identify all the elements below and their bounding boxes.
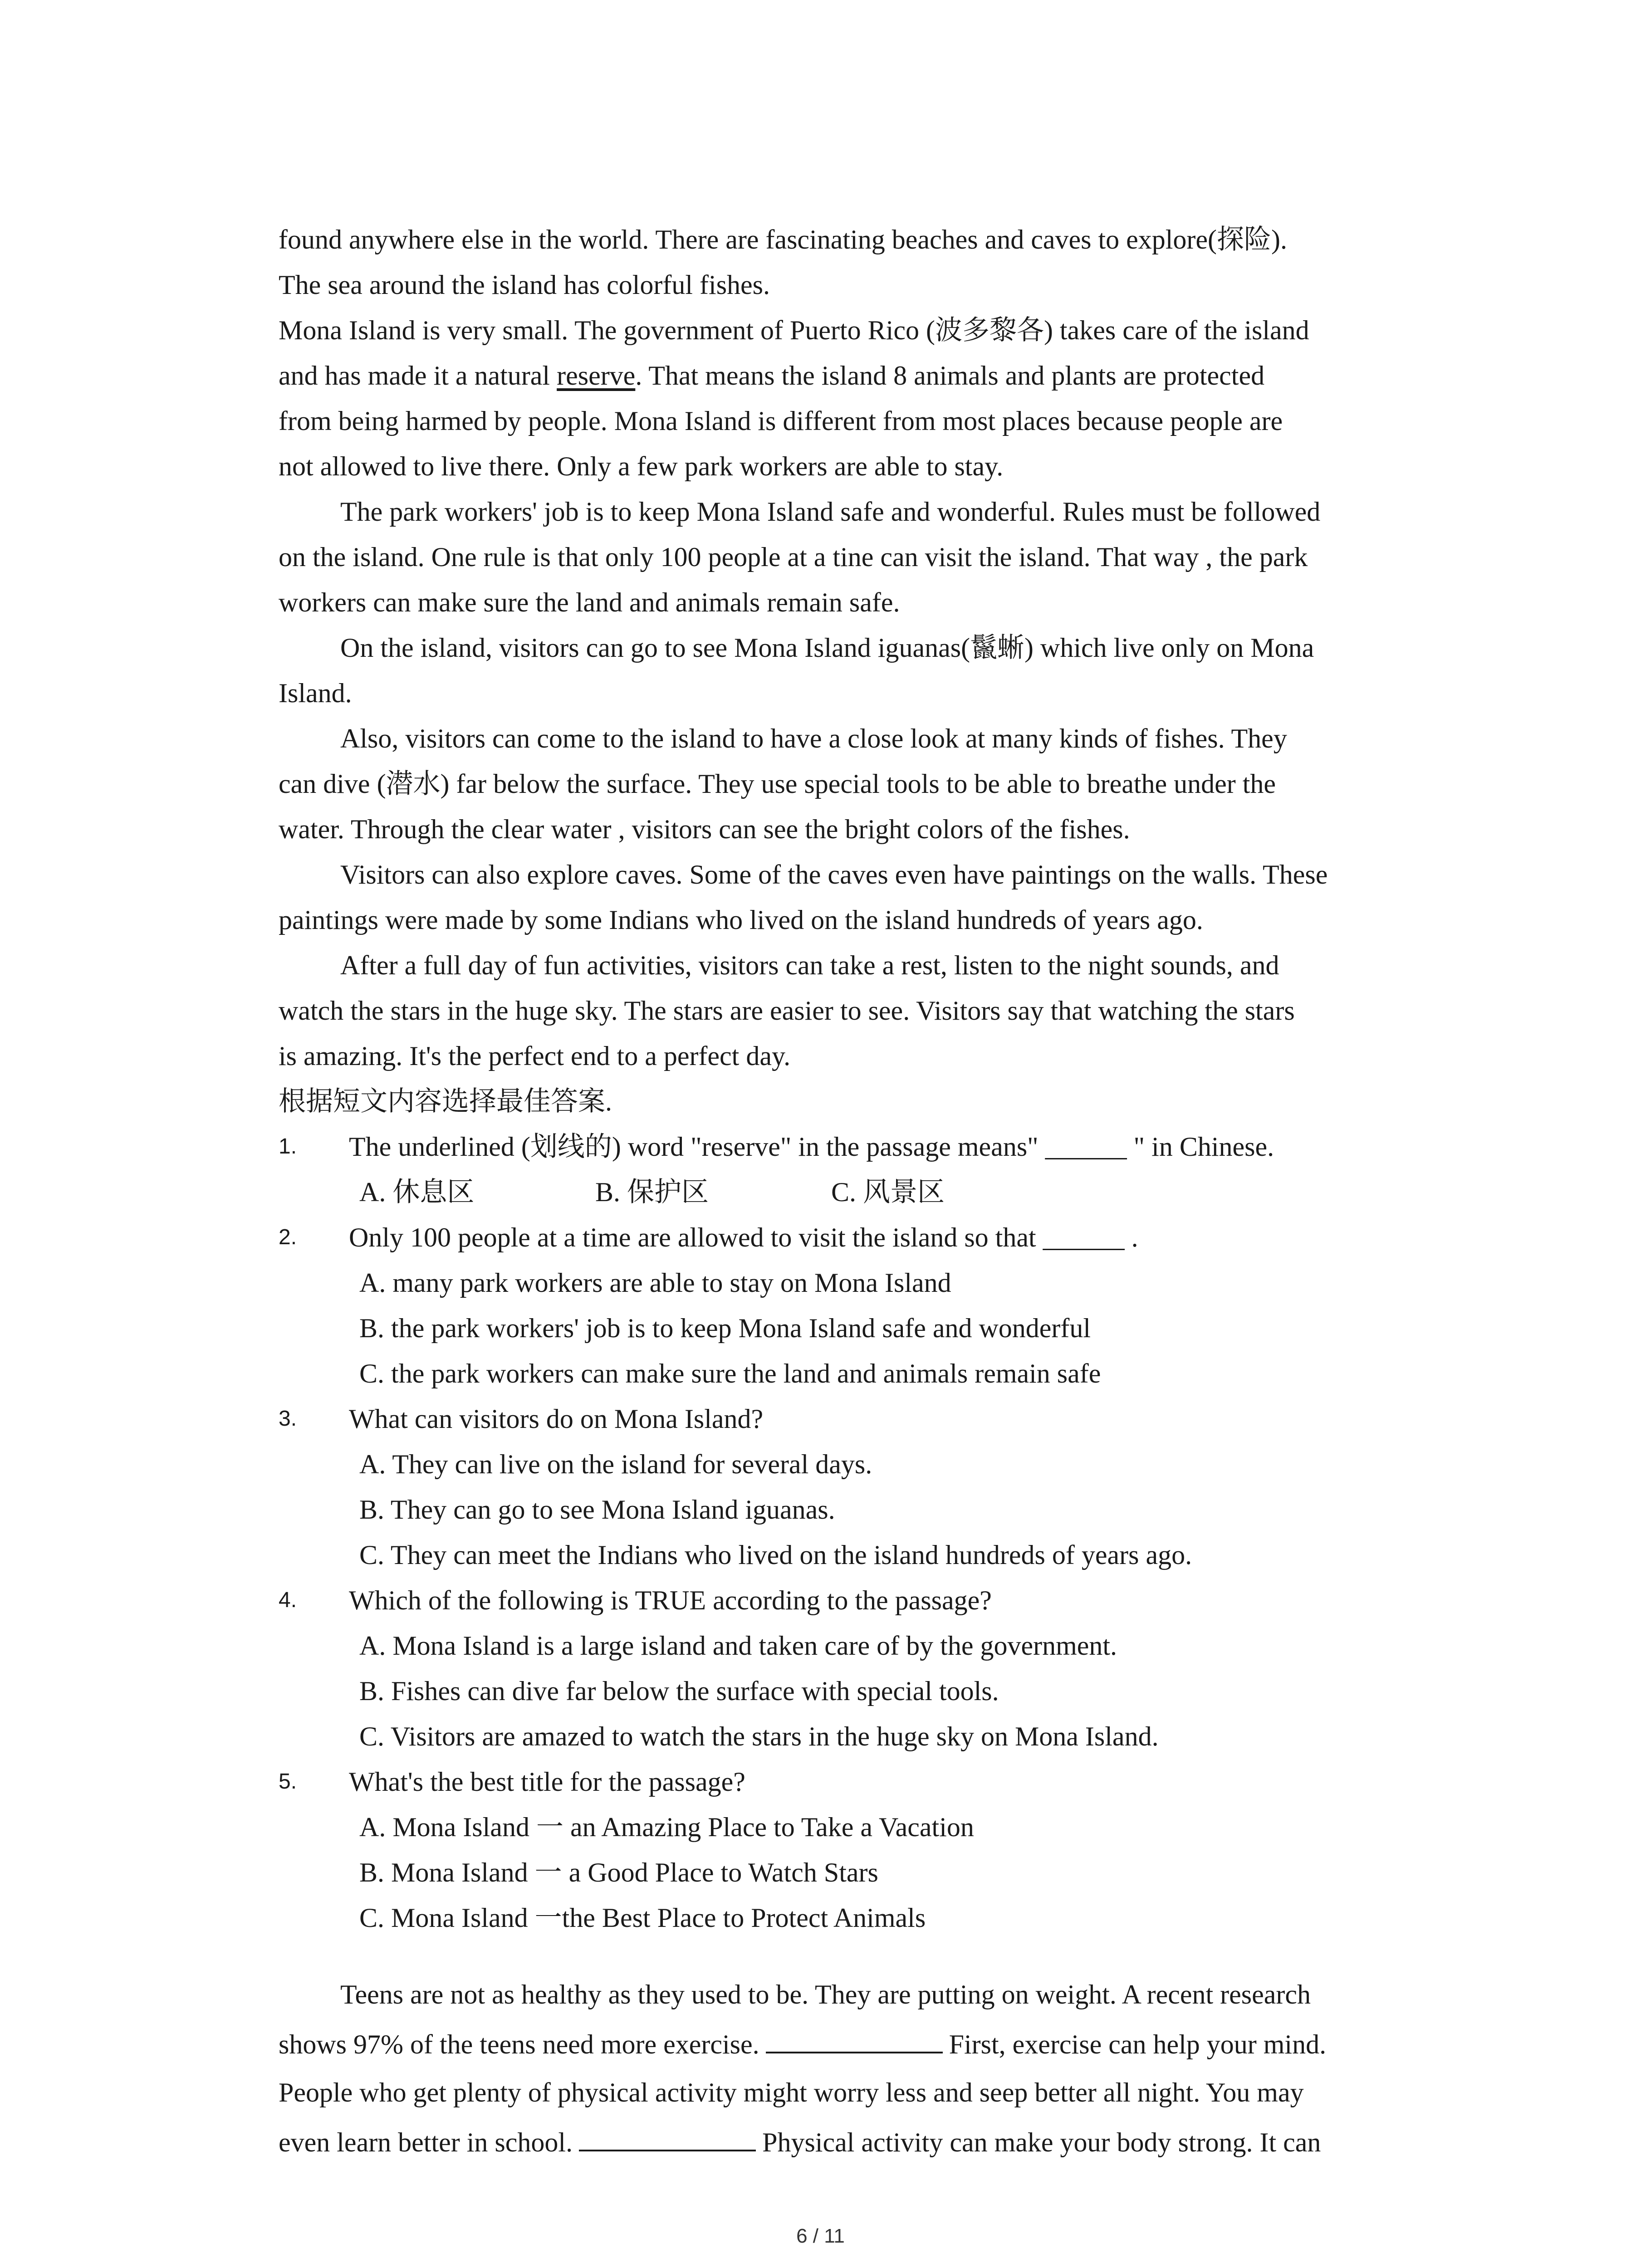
option-c: C. 风景区 [831,1177,945,1207]
passage-line: paintings were made by some Indians who lived on the island hundreds of years ago. [279,905,1203,935]
passage-line: The sea around the island has colorful fishes. [279,270,770,300]
passage-line: on the island. One rule is that only 100 people at a tine can visit the island. That way , the park [279,542,1308,572]
question-1 [279,1129,1467,1165]
option-c: C. Mona Island 一the Best Place to Protect Animals [359,1903,926,1933]
passage-line: from being harmed by people. Mona Island is different from most places because people are [279,406,1283,436]
passage-line: Visitors can also explore caves. Some of the caves even have paintings on the walls. These [340,860,1328,890]
option-b: B. They can go to see Mona Island iguanas. [359,1495,835,1525]
passage-line: Island. [279,678,352,708]
option-b: B. Fishes can dive far below the surface with special tools. [359,1676,999,1706]
option-a: A. Mona Island is a large island and taken care of by the government. [359,1631,1117,1661]
text-run: shows 97% of the teens need more exercise. [279,2029,759,2059]
question-3 [279,1401,1467,1437]
question-2 [279,1219,1467,1256]
answer-blank [766,2025,943,2053]
option-c: C. the park workers can make sure the land and animals remain safe [359,1359,1101,1388]
passage-line [279,2025,1326,2062]
question-number: 1. [279,1134,297,1158]
option-c: C. Visitors are amazed to watch the stars in the huge sky on Mona Island. [359,1721,1159,1751]
text-run: . That means the island 8 animals and plants are protected [635,361,1265,391]
question-number: 3. [279,1407,297,1431]
option-b: B. the park workers' job is to keep Mona Island safe and wonderful [359,1313,1091,1343]
option-c: C. They can meet the Indians who lived on the island hundreds of years ago. [359,1540,1192,1570]
option-a: A. many park workers are able to stay on Mona Island [359,1268,951,1298]
passage-line: can dive (潜水) far below the surface. They use special tools to be able to breathe under the [279,769,1276,799]
option-a: A. They can live on the island for several days. [359,1449,872,1479]
question-4 [279,1582,1467,1618]
passage-line: Also, visitors can come to the island to have a close look at many kinds of fishes. They [340,723,1287,753]
passage-line: On the island, visitors can go to see Mona Island iguanas(鬣蜥) which live only on Mona [340,633,1314,663]
option-b: B. Mona Island 一 a Good Place to Watch Stars [359,1857,878,1887]
question-text: What's the best title for the passage? [349,1767,745,1797]
passage-line: found anywhere else in the world. There are fascinating beaches and caves to explore(探险). [279,225,1287,254]
instruction-text: 根据短文内容选择最佳答案. [279,1086,612,1116]
passage-line: water. Through the clear water , visitors can see the bright colors of the fishes. [279,814,1130,844]
passage-line: workers can make sure the land and animals remain safe. [279,587,900,617]
text-run: even learn better in school. [279,2127,573,2157]
passage-line: watch the stars in the huge sky. The stars are easier to see. Visitors say that watching the stars [279,996,1295,1026]
passage-line: Teens are not as healthy as they used to be. They are putting on weight. A recent research [340,1980,1311,2009]
passage-line: Mona Island is very small. The government of Puerto Rico (波多黎各) takes care of the island [279,315,1309,345]
question-1-options [359,1174,945,1210]
option-b: B. 保护区 [595,1177,709,1207]
passage-line: People who get plenty of physical activity might worry less and seep better all night. You may [279,2077,1304,2107]
underlined-word: reserve [557,361,636,391]
passage-line: The park workers' job is to keep Mona Island safe and wonderful. Rules must be followed [340,497,1321,527]
passage-line: is amazing. It's the perfect end to a perfect day. [279,1041,791,1071]
passage-line [279,357,1264,394]
option-a: A. 休息区 [359,1177,475,1207]
question-text: What can visitors do on Mona Island? [349,1404,764,1434]
text-run: and has made it a natural [279,361,557,391]
text-run: First, exercise can help your mind. [949,2029,1327,2059]
page-number: 6 / 11 [796,2225,845,2247]
question-number: 5. [279,1769,297,1794]
passage-line [279,2123,1321,2160]
question-text: Which of the following is TRUE according to the passage? [349,1585,992,1615]
option-a: A. Mona Island 一 an Amazing Place to Take a Vacation [359,1812,974,1842]
question-number: 4. [279,1588,297,1612]
answer-blank [579,2123,756,2151]
question-text: Only 100 people at a time are allowed to visit the island so that ______ . [349,1222,1138,1252]
passage-line: After a full day of fun activities, visitors can take a rest, listen to the night sounds, and [340,950,1279,980]
question-number: 2. [279,1225,297,1249]
passage-line: not allowed to live there. Only a few park workers are able to stay. [279,451,1004,481]
text-run: Physical activity can make your body strong. It can [762,2127,1321,2157]
question-5 [279,1764,1467,1800]
question-text: The underlined (划线的) word "reserve" in the passage means" ______ " in Chinese. [349,1132,1274,1162]
